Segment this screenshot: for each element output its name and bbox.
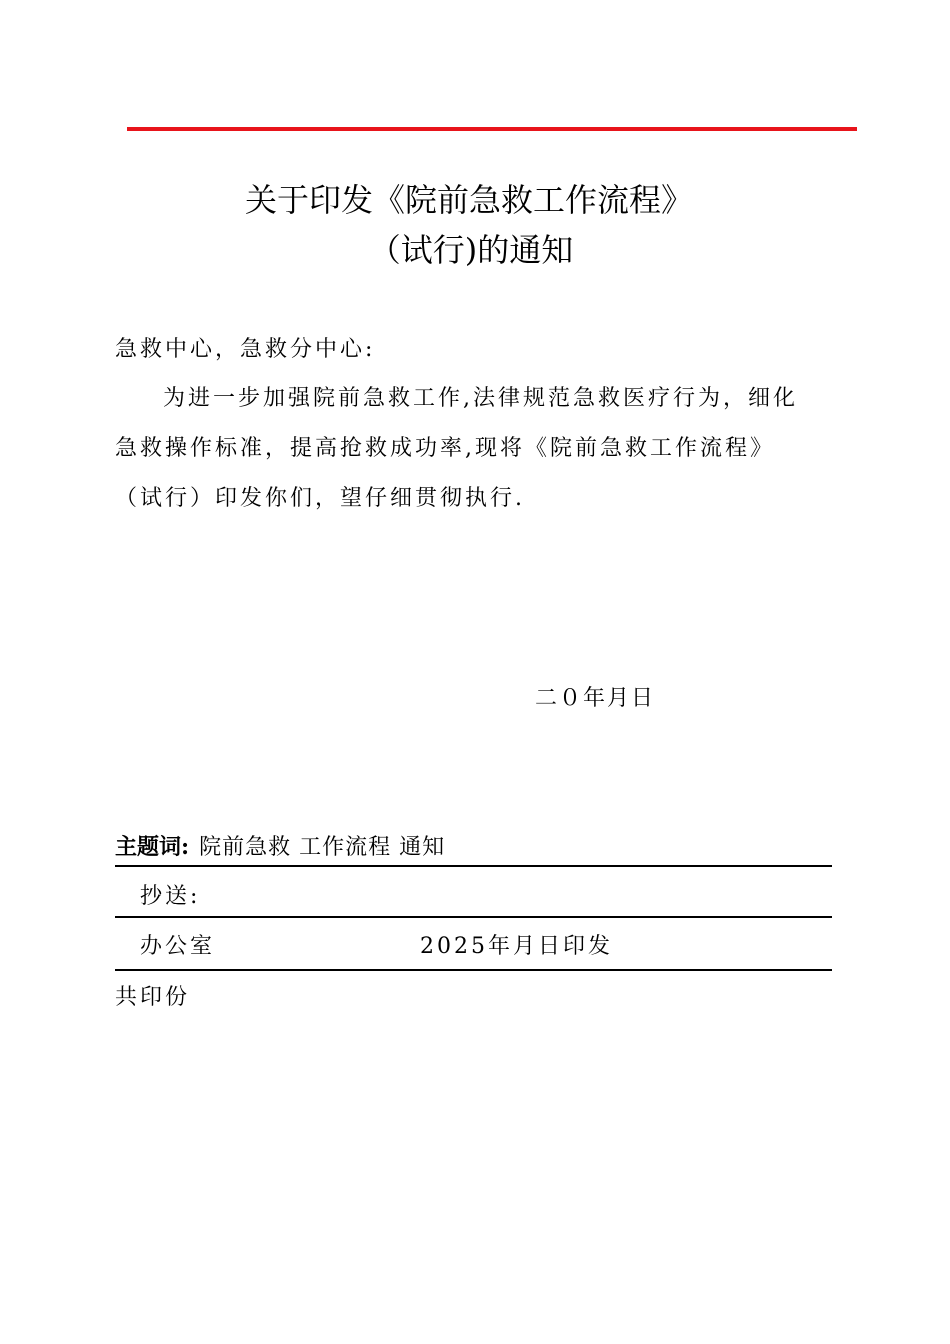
keywords-row	[115, 832, 445, 863]
signature-date: 二０年月日	[535, 686, 656, 711]
document-title-line1: 关于印发《院前急救工作流程》	[244, 181, 693, 219]
issuer: 办公室	[140, 934, 216, 959]
cc-label: 抄送:	[140, 884, 201, 909]
red-header-rule	[127, 127, 857, 131]
divider-line	[115, 969, 832, 971]
salutation: 急救中心，急救分中心:	[115, 337, 376, 362]
divider-line	[115, 916, 832, 918]
keywords-value: 院前急救 工作流程 通知	[199, 835, 446, 860]
paragraph-line-1: 为进一步加强院前急救工作,法律规范急救医疗行为，细化	[163, 386, 798, 411]
divider-line	[115, 865, 832, 867]
paragraph-line-3: （试行）印发你们，望仔细贯彻执行.	[115, 486, 525, 511]
document-title-line2: （试行)的通知	[368, 231, 574, 269]
copies-count: 共印份	[115, 985, 191, 1010]
issue-date: 2025年月日印发	[420, 934, 613, 959]
paragraph-line-2: 急救操作标准，提高抢救成功率,现将《院前急救工作流程》	[115, 436, 775, 461]
keywords-label: 主题词:	[115, 834, 190, 860]
